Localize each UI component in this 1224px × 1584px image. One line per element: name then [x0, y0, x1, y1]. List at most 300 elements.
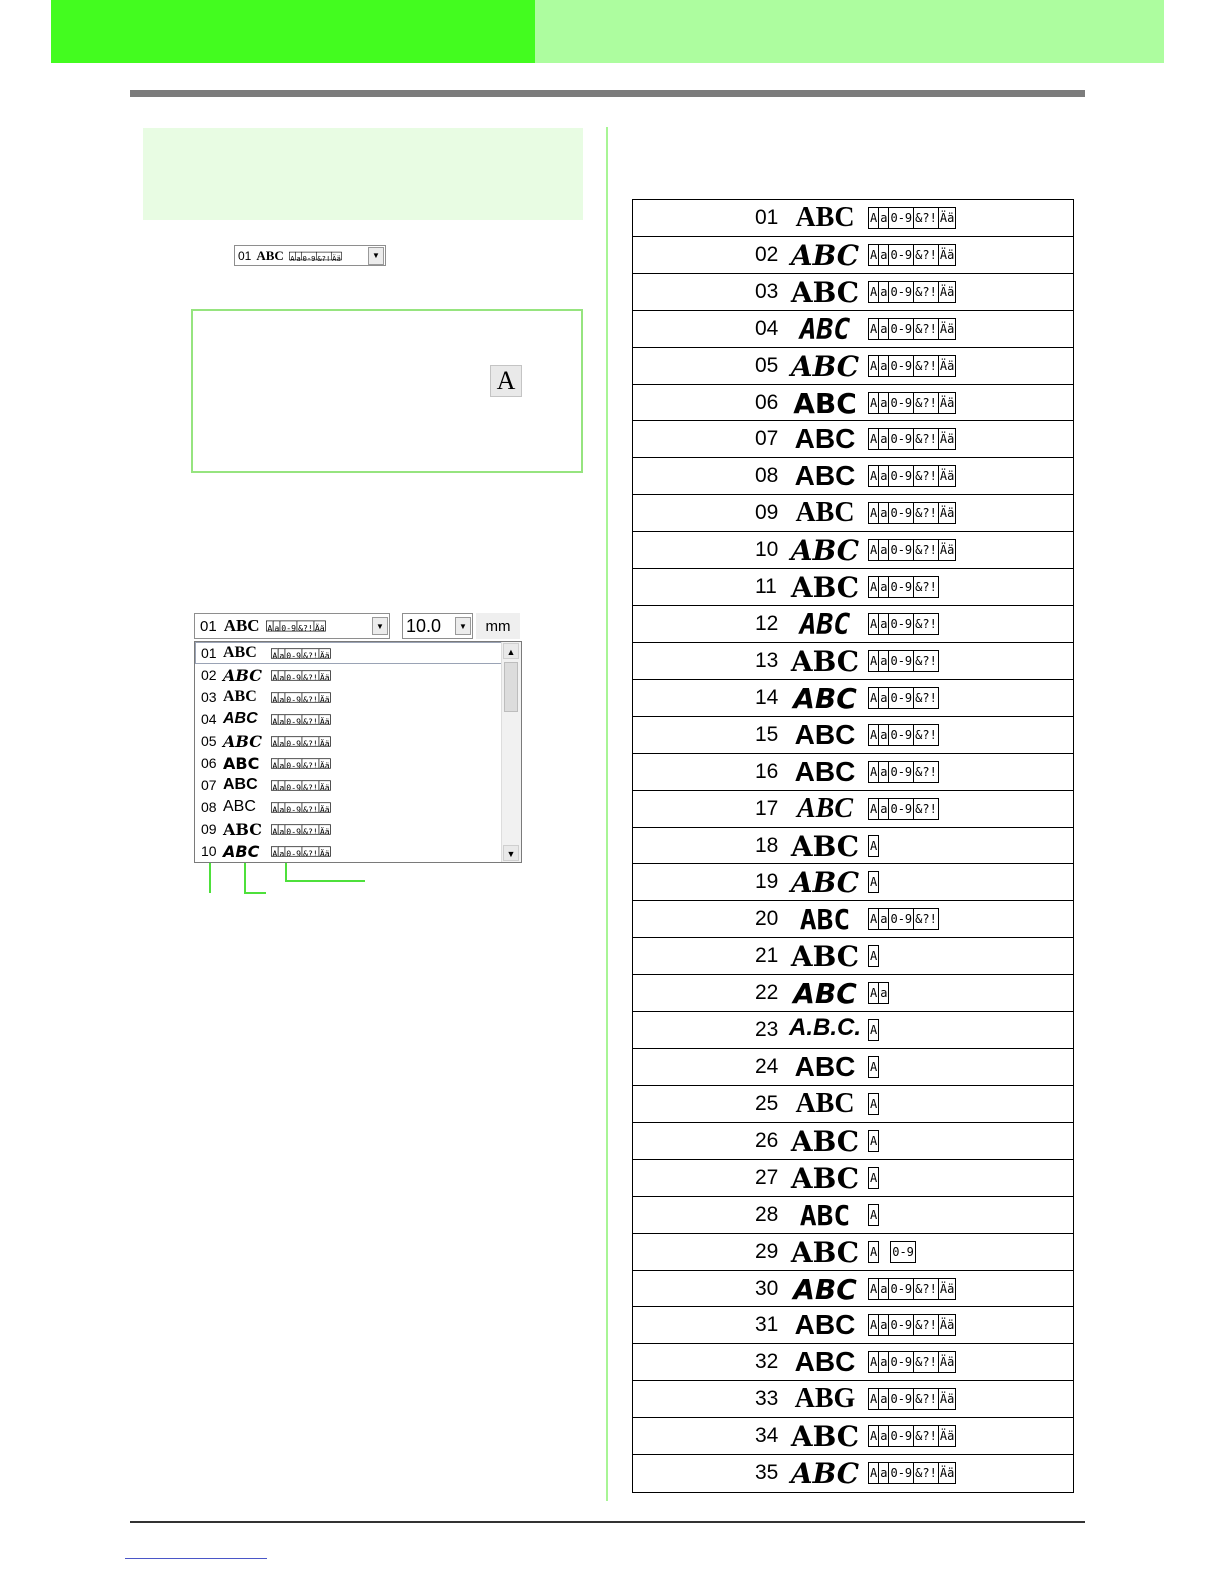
charset-badge: a: [878, 1425, 889, 1447]
charset-badge: Ää: [938, 355, 956, 377]
font-number: 08: [755, 464, 779, 488]
section-heading-box: [143, 128, 583, 220]
charset-badge: Ää: [938, 1425, 956, 1447]
charset-badge: &?!: [302, 802, 319, 812]
note-box: [191, 309, 583, 473]
font-table-row: [633, 717, 1073, 754]
font-list-item[interactable]: [195, 664, 503, 686]
font-list-item-sample: ABC: [223, 753, 260, 773]
font-table-row: [633, 938, 1073, 975]
charset-badge: A: [868, 355, 879, 377]
charset-badge: A: [868, 761, 879, 783]
font-list-item-number: 04: [201, 711, 217, 727]
charset-badge: A: [868, 1388, 879, 1410]
font-list-item-sample: ABC: [223, 776, 258, 793]
charset-badge: Ää: [938, 1388, 956, 1410]
font-sample: ABC: [790, 238, 860, 272]
charset-badge: Ää: [938, 392, 956, 414]
charset-badge: Ää: [318, 824, 331, 834]
font-number: 13: [755, 648, 779, 672]
chevron-down-icon[interactable]: ▼: [455, 617, 471, 635]
charset-badge: 0-9: [285, 670, 302, 680]
charset-badge: A: [271, 780, 279, 790]
charset-badge: 0-9: [888, 613, 914, 635]
charset-badge: A: [271, 736, 279, 746]
charset-badge: &?!: [913, 207, 939, 229]
charset-badge: a: [878, 613, 889, 635]
charset-badge: a: [278, 670, 286, 680]
charset-badge: &?!: [913, 502, 939, 524]
charset-badge: 0-9: [888, 1351, 914, 1373]
font-list-item-number: 09: [201, 821, 217, 837]
charset-badge: A: [868, 1056, 879, 1078]
font-sample: ABC: [790, 940, 860, 974]
font-number: 24: [755, 1055, 779, 1079]
font-select-small-number: 01: [238, 248, 252, 263]
charset-badges: [868, 465, 955, 487]
charset-badge: a: [278, 692, 286, 702]
charset-badge: 0-9: [888, 1388, 914, 1410]
charset-badges: [271, 780, 330, 793]
charset-badge: a: [878, 1462, 889, 1484]
charset-badge: a: [878, 1314, 889, 1336]
font-list-item-sample: ABC: [223, 688, 257, 705]
charset-badge: Ää: [938, 502, 956, 524]
charset-badge: 0-9: [888, 1314, 914, 1336]
charset-badge: A: [271, 670, 279, 680]
chevron-down-icon[interactable]: ▼: [503, 845, 519, 861]
charset-badge: 0-9: [301, 251, 316, 259]
charset-badge: A: [271, 648, 279, 658]
font-list-item-sample: ABC: [223, 841, 260, 861]
charset-badge: &?!: [913, 244, 939, 266]
charset-badge: a: [295, 251, 302, 259]
font-sample: ABC: [796, 792, 854, 824]
font-list-item[interactable]: [195, 642, 503, 664]
font-number: 34: [755, 1424, 779, 1448]
charset-badges: [289, 251, 341, 263]
font-list-item-number: 10: [201, 843, 217, 859]
charset-badge: Ää: [318, 780, 331, 790]
font-select-number: 01: [200, 617, 217, 635]
font-table: [632, 199, 1074, 1493]
font-sample: ABC: [790, 534, 860, 568]
charset-badges: [868, 1167, 878, 1189]
charset-badge: &?!: [913, 798, 939, 820]
font-list-item[interactable]: [195, 796, 503, 818]
font-number: 03: [755, 279, 779, 303]
charset-badges: [868, 1130, 878, 1152]
callout-line-charset-tail: [285, 880, 365, 882]
charset-badges: [271, 758, 330, 771]
charset-badge: &?!: [913, 650, 939, 672]
font-number: 32: [755, 1350, 779, 1374]
font-number: 25: [755, 1091, 779, 1115]
font-table-row: [633, 1160, 1073, 1197]
charset-badges: [868, 1425, 955, 1447]
charset-badge: a: [878, 576, 889, 598]
charset-badge: &?!: [302, 736, 319, 746]
charset-badge: a: [878, 207, 889, 229]
font-sample: ABC: [794, 1051, 856, 1083]
font-table-row: [633, 458, 1073, 495]
font-sample: ABC: [793, 977, 857, 1011]
charset-badge: A: [868, 650, 879, 672]
font-table-row: [633, 1049, 1073, 1086]
charset-badge: 0-9: [888, 244, 914, 266]
font-sample: ABC: [795, 1087, 855, 1119]
size-value: 10.0: [406, 615, 442, 636]
font-table-row: [633, 200, 1073, 237]
charset-badge: &?!: [913, 1388, 939, 1410]
charset-badge: a: [878, 761, 889, 783]
charset-badge: 0-9: [888, 1278, 914, 1300]
font-list-item[interactable]: [195, 708, 503, 730]
charset-badge: Ää: [938, 207, 956, 229]
charset-badges: [868, 1462, 955, 1484]
charset-badges: [868, 318, 955, 340]
charset-badge: &?!: [913, 318, 939, 340]
callout-line-sample: [244, 863, 246, 893]
charset-badge: A: [868, 908, 879, 930]
font-list-item-sample: ABC: [223, 710, 258, 727]
chevron-up-icon[interactable]: ▲: [503, 643, 519, 659]
font-table-row: [633, 348, 1073, 385]
font-list-item-number: 06: [201, 755, 217, 771]
charset-badge: 0-9: [888, 355, 914, 377]
charset-badge: Ää: [331, 251, 342, 259]
charset-badge: 0-9: [888, 724, 914, 746]
font-number: 22: [755, 981, 779, 1005]
font-table-row: [633, 1381, 1073, 1418]
font-sample: ABC: [790, 866, 860, 900]
font-list-item-number: 01: [201, 645, 217, 661]
font-list-item[interactable]: [195, 774, 503, 796]
charset-badge: 0-9: [888, 392, 914, 414]
font-table-row: [633, 975, 1073, 1012]
charset-badge: a: [878, 724, 889, 746]
charset-badge: a: [878, 428, 889, 450]
charset-badge: 0-9: [888, 908, 914, 930]
header-rule: [130, 90, 1085, 97]
charset-badge: 0-9: [888, 687, 914, 709]
charset-badges: [271, 846, 330, 859]
font-table-row: [633, 1344, 1073, 1381]
charset-badge: A: [868, 1019, 879, 1041]
charset-badge: &?!: [302, 780, 319, 790]
charset-badge: A: [868, 1241, 879, 1263]
charset-badge: &?!: [913, 392, 939, 414]
charset-badge: 0-9: [888, 576, 914, 598]
charset-badge: Ää: [938, 539, 956, 561]
chevron-down-icon[interactable]: ▼: [372, 617, 388, 635]
charset-badge: A: [868, 871, 879, 893]
charset-badge: &?!: [913, 576, 939, 598]
font-sample: ABC: [799, 903, 851, 937]
font-table-row: [633, 532, 1073, 569]
charset-badge: &?!: [913, 761, 939, 783]
charset-badges: [868, 539, 955, 561]
charset-badge: 0-9: [285, 692, 302, 702]
font-list-item[interactable]: [195, 730, 503, 752]
charset-badge: 0-9: [888, 465, 914, 487]
font-sample: ABC: [790, 644, 860, 678]
charset-badge: Ää: [318, 802, 331, 812]
size-unit: mm: [476, 613, 520, 639]
charset-badge: Ää: [318, 758, 331, 768]
charset-badge: Ää: [938, 1462, 956, 1484]
font-list-item-sample: ABC: [223, 819, 262, 839]
font-sample: ABC: [790, 1161, 860, 1195]
font-sample: ABC: [795, 202, 855, 233]
charset-badge: &?!: [302, 758, 319, 768]
charset-badge: A: [271, 758, 279, 768]
charset-badge: a: [278, 648, 286, 658]
font-table-row: [633, 1307, 1073, 1344]
footer-link-underline[interactable]: [125, 1558, 267, 1559]
charset-badge: Ää: [938, 1351, 956, 1373]
charset-badges: [868, 835, 878, 857]
charset-badge: 0-9: [888, 318, 914, 340]
font-table-row: [633, 754, 1073, 791]
charset-badges: [868, 908, 938, 930]
callout-line-number: [209, 863, 211, 893]
font-number: 18: [755, 833, 779, 857]
font-number: 11: [755, 575, 777, 599]
charset-badge: 0-9: [888, 1462, 914, 1484]
charset-badge: Ää: [938, 1314, 956, 1336]
charset-badge: Ää: [313, 621, 326, 632]
font-table-row: [633, 606, 1073, 643]
charset-badge: Ää: [318, 648, 331, 658]
font-number: 02: [755, 242, 779, 266]
font-sample: ABC: [793, 1272, 857, 1306]
charset-badge: A: [868, 798, 879, 820]
font-number: 19: [755, 870, 779, 894]
charset-badge: A: [868, 539, 879, 561]
charset-badge: a: [878, 281, 889, 303]
font-sample: ABC: [794, 755, 856, 787]
font-table-row: [633, 791, 1073, 828]
charset-badge: &?!: [913, 1351, 939, 1373]
font-sample: ABC: [794, 1309, 856, 1341]
charset-badge: 0-9: [888, 798, 914, 820]
font-list-item-number: 08: [201, 799, 217, 815]
charset-badge: a: [278, 714, 286, 724]
column-divider: [606, 127, 608, 1501]
callout-line-sample-tail: [244, 892, 266, 894]
charset-badges: [266, 621, 325, 632]
font-sample: ABC: [794, 1346, 856, 1378]
charset-badge: a: [878, 650, 889, 672]
charset-badge: A: [868, 318, 879, 340]
charset-badge: &?!: [302, 824, 319, 834]
font-sample: ABC: [790, 829, 860, 863]
charset-badge: 0-9: [888, 761, 914, 783]
charset-badge: a: [878, 1388, 889, 1410]
charset-badge: &?!: [302, 692, 319, 702]
charset-badge: A: [271, 824, 279, 834]
charset-badges: [868, 687, 938, 709]
charset-badge: A: [868, 1204, 879, 1226]
charset-badge: A: [868, 502, 879, 524]
charset-badge: A: [868, 244, 879, 266]
font-select-small[interactable]: [234, 245, 386, 266]
font-list-item-number: 03: [201, 689, 217, 705]
font-list-item-number: 02: [201, 667, 217, 683]
charset-badge: &?!: [296, 621, 313, 632]
scroll-thumb[interactable]: [504, 662, 518, 712]
charset-badge: A: [868, 982, 879, 1004]
font-number: 06: [755, 390, 779, 414]
charset-badges: [868, 244, 955, 266]
chevron-down-icon[interactable]: ▼: [368, 247, 384, 265]
font-sample: ABC: [790, 275, 860, 309]
font-number: 10: [755, 538, 779, 562]
charset-badges: [868, 798, 938, 820]
charset-badge: A: [868, 1278, 879, 1300]
size-select[interactable]: [402, 613, 473, 639]
font-table-row: [633, 495, 1073, 532]
font-sample: ABC: [790, 1235, 860, 1269]
charset-badge: 0-9: [285, 802, 302, 812]
charset-badge: &?!: [913, 428, 939, 450]
font-number: 35: [755, 1461, 779, 1485]
charset-badges: [271, 714, 330, 727]
charset-badge: 0-9: [280, 621, 297, 632]
font-list-item[interactable]: [195, 818, 503, 840]
charset-badge: Ää: [938, 428, 956, 450]
font-sample: ABC: [794, 460, 856, 492]
font-number: 14: [755, 685, 779, 709]
charset-badge: 0-9: [888, 539, 914, 561]
charset-badge: &?!: [302, 714, 319, 724]
charset-badges: [271, 824, 330, 837]
charset-badge: 0-9: [285, 714, 302, 724]
charset-badges: [868, 281, 955, 303]
font-list-item-sample: ABC: [223, 731, 262, 751]
font-number: 27: [755, 1165, 779, 1189]
charset-badges: [868, 650, 938, 672]
charset-badge: &?!: [913, 1278, 939, 1300]
charset-badge: 0-9: [888, 281, 914, 303]
text-tool-icon[interactable]: A: [490, 365, 522, 397]
charset-badge: a: [878, 392, 889, 414]
font-number: 16: [755, 759, 779, 783]
font-list-item[interactable]: [195, 686, 503, 708]
font-list-item-number: 07: [201, 777, 217, 793]
font-list-item[interactable]: [195, 752, 503, 774]
font-table-row: [633, 385, 1073, 422]
charset-badge: Ää: [318, 692, 331, 702]
charset-badges: [868, 1019, 878, 1041]
font-dropdown-list[interactable]: [194, 641, 522, 863]
charset-badge: 0-9: [285, 846, 302, 856]
font-number: 31: [755, 1313, 779, 1337]
font-number: 17: [755, 796, 779, 820]
font-sample: ABC: [799, 312, 851, 346]
charset-badge: Ää: [938, 318, 956, 340]
charset-badge: Ää: [318, 736, 331, 746]
charset-badge: A: [289, 251, 296, 259]
charset-badge: &?!: [913, 1425, 939, 1447]
charset-badge: A: [868, 281, 879, 303]
charset-badge: a: [273, 621, 281, 632]
charset-badge: a: [278, 846, 286, 856]
charset-badge: &?!: [913, 539, 939, 561]
charset-badge: Ää: [938, 465, 956, 487]
charset-badges: [868, 392, 955, 414]
font-table-row: [633, 1455, 1073, 1492]
charset-badge: A: [868, 1093, 879, 1115]
font-table-row: [633, 1234, 1073, 1271]
font-number: 05: [755, 353, 779, 377]
font-sample: ABC: [794, 423, 856, 455]
font-number: 30: [755, 1276, 779, 1300]
charset-badge: 0-9: [888, 1425, 914, 1447]
charset-badges: [868, 1241, 915, 1263]
font-table-row: [633, 643, 1073, 680]
charset-badges: [868, 1314, 955, 1336]
font-number: 12: [755, 612, 779, 636]
scrollbar[interactable]: [501, 642, 521, 862]
font-sample: ABC: [794, 718, 856, 750]
font-list-item[interactable]: [195, 840, 503, 862]
charset-badge: Ää: [318, 846, 331, 856]
font-table-row: [633, 1012, 1073, 1049]
header-bar-left: [51, 0, 535, 63]
font-sample: ABC: [790, 1124, 860, 1158]
charset-badge: &?!: [913, 1462, 939, 1484]
charset-badges: [271, 670, 330, 683]
charset-badge: A: [868, 428, 879, 450]
charset-badge: a: [278, 758, 286, 768]
charset-badges: [868, 1278, 955, 1300]
charset-badge: 0-9: [890, 1241, 916, 1263]
charset-badge: a: [278, 802, 286, 812]
charset-badge: &?!: [913, 687, 939, 709]
font-select[interactable]: [194, 613, 390, 639]
charset-badge: &?!: [913, 465, 939, 487]
charset-badge: Ää: [318, 714, 331, 724]
font-number: 04: [755, 316, 779, 340]
charset-badge: a: [878, 355, 889, 377]
charset-badge: A: [271, 846, 279, 856]
font-sample: ABC: [790, 349, 860, 383]
font-select-sample: ABC: [223, 616, 260, 635]
charset-badge: Ää: [938, 1278, 956, 1300]
charset-badge: Ää: [318, 670, 331, 680]
callout-line-charset: [285, 863, 287, 881]
font-sample: ABG: [794, 1383, 856, 1415]
font-table-row: [633, 828, 1073, 865]
font-table-row: [633, 1418, 1073, 1455]
charset-badge: 0-9: [285, 824, 302, 834]
charset-badge: A: [868, 687, 879, 709]
charset-badge: 0-9: [888, 502, 914, 524]
charset-badge: A: [868, 1425, 879, 1447]
charset-badges: [868, 1351, 955, 1373]
charset-badge: a: [878, 982, 889, 1004]
font-number: 33: [755, 1387, 779, 1411]
charset-badge: &?!: [913, 724, 939, 746]
charset-badges: [868, 207, 955, 229]
charset-badge: a: [878, 318, 889, 340]
charset-badge: 0-9: [285, 648, 302, 658]
charset-badge: A: [271, 714, 279, 724]
charset-badges: [868, 502, 955, 524]
font-sample: ABC: [799, 608, 851, 642]
